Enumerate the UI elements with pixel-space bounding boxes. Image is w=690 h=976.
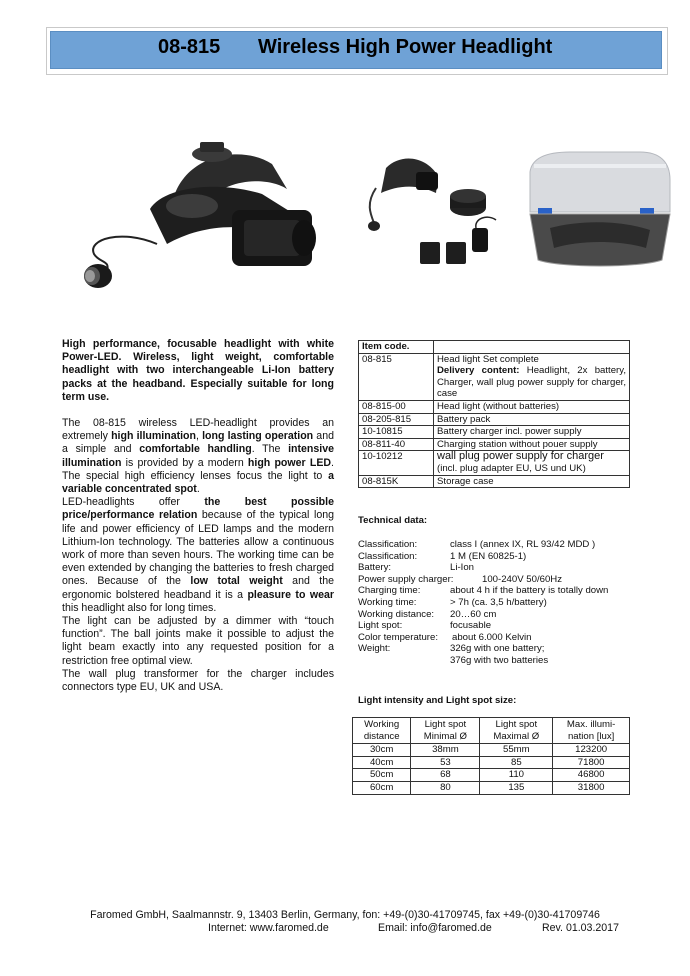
product-code: 08-815 — [158, 36, 221, 58]
column-header: Max. illumi- nation [lux] — [553, 718, 630, 744]
item-code-table — [358, 340, 630, 488]
website-link[interactable]: Internet: www.faromed.de — [208, 922, 329, 934]
description-paragraph-3: The light can be adjusted by a dimmer with “touch function”. The ball joints make it possible to adjust the light beam exactly into any requested position for a restriction free optimal view. — [62, 615, 334, 667]
table-header: Item code. — [359, 341, 434, 354]
table-row: 08-815-00 Head light (without batteries) — [359, 400, 630, 413]
technical-data-heading: Technical data: — [358, 515, 428, 526]
revision-date: Rev. 01.03.2017 — [542, 922, 619, 934]
light-intensity-table — [352, 717, 630, 795]
headlight-photo — [72, 134, 330, 304]
table-row: 60cm 80 135 31800 — [353, 781, 630, 794]
intro-text: High performance, focusable headlight with white Power-LED. Wireless, light weight, comfortable headlight with two interchangeable Li-Ion battery packs at the headband. Especially suitable for long term use. — [62, 338, 334, 403]
table-row: 08-815K Storage case — [359, 475, 630, 488]
light-intensity-heading: Light intensity and Light spot size: — [358, 695, 517, 706]
table-row: 50cm 68 110 46800 — [353, 769, 630, 782]
column-header: Light spot Maximal Ø — [480, 718, 553, 744]
table-row: 30cm 38mm 55mm 123200 — [353, 744, 630, 757]
table-header-row — [359, 341, 630, 354]
table-row: 10-10815 Battery charger incl. power supply — [359, 426, 630, 439]
table-row: 08-205-815 Battery pack — [359, 413, 630, 426]
description-paragraph-1: The 08-815 wireless LED-headlight provides an extremely high illumination, long lasting operation and a simple and comfortable handling. The intensive illumination is provided by a modern high power LED. The special high efficiency lenses focus the light to a variable concentrated spot. — [62, 417, 334, 496]
footer-address: Faromed GmbH, Saalmannstr. 9, 13403 Berlin, Germany, fon: +49-(0)30-41709745, fax +49-(0)30-41709746 — [90, 909, 600, 921]
table-row: 40cm 53 85 71800 — [353, 756, 630, 769]
table-row: 08-815 Head light Set complete Delivery content: Headlight, 2x battery, Charger, wall plug power supply for charger, case — [359, 353, 630, 400]
table-row: 08-811-40 Charging station without pouer supply — [359, 438, 630, 451]
column-header: Light spot Minimal Ø — [411, 718, 480, 744]
table-row: 10-10212 wall plug power supply for charger (incl. plug adapter EU, US und UK) — [359, 451, 630, 475]
table-header-row — [353, 718, 630, 744]
product-title: Wireless High Power Headlight — [258, 36, 553, 58]
column-header: Working distance — [353, 718, 411, 744]
description-column — [62, 338, 334, 694]
description-paragraph-2: LED-headlights offer the best possible price/performance relation because of the typical long life and power efficiency of LED lamps and the modern Lithium-Ion technology. The batteries allow a continuous work of more than seven hours. The working time can be even extended by changing the batteries to fresh charged ones. Because of the low total weight and the ergonomic bolstered headband it is a pleasure to wear this headlight also for long times. — [62, 496, 334, 614]
storage-case-photo — [520, 150, 672, 270]
email-link[interactable]: Email: info@faromed.de — [378, 922, 492, 934]
headlight-set-photo — [356, 148, 508, 270]
description-paragraph-4: The wall plug transformer for the charger includes connectors type EU, UK and USA. — [62, 667, 334, 694]
